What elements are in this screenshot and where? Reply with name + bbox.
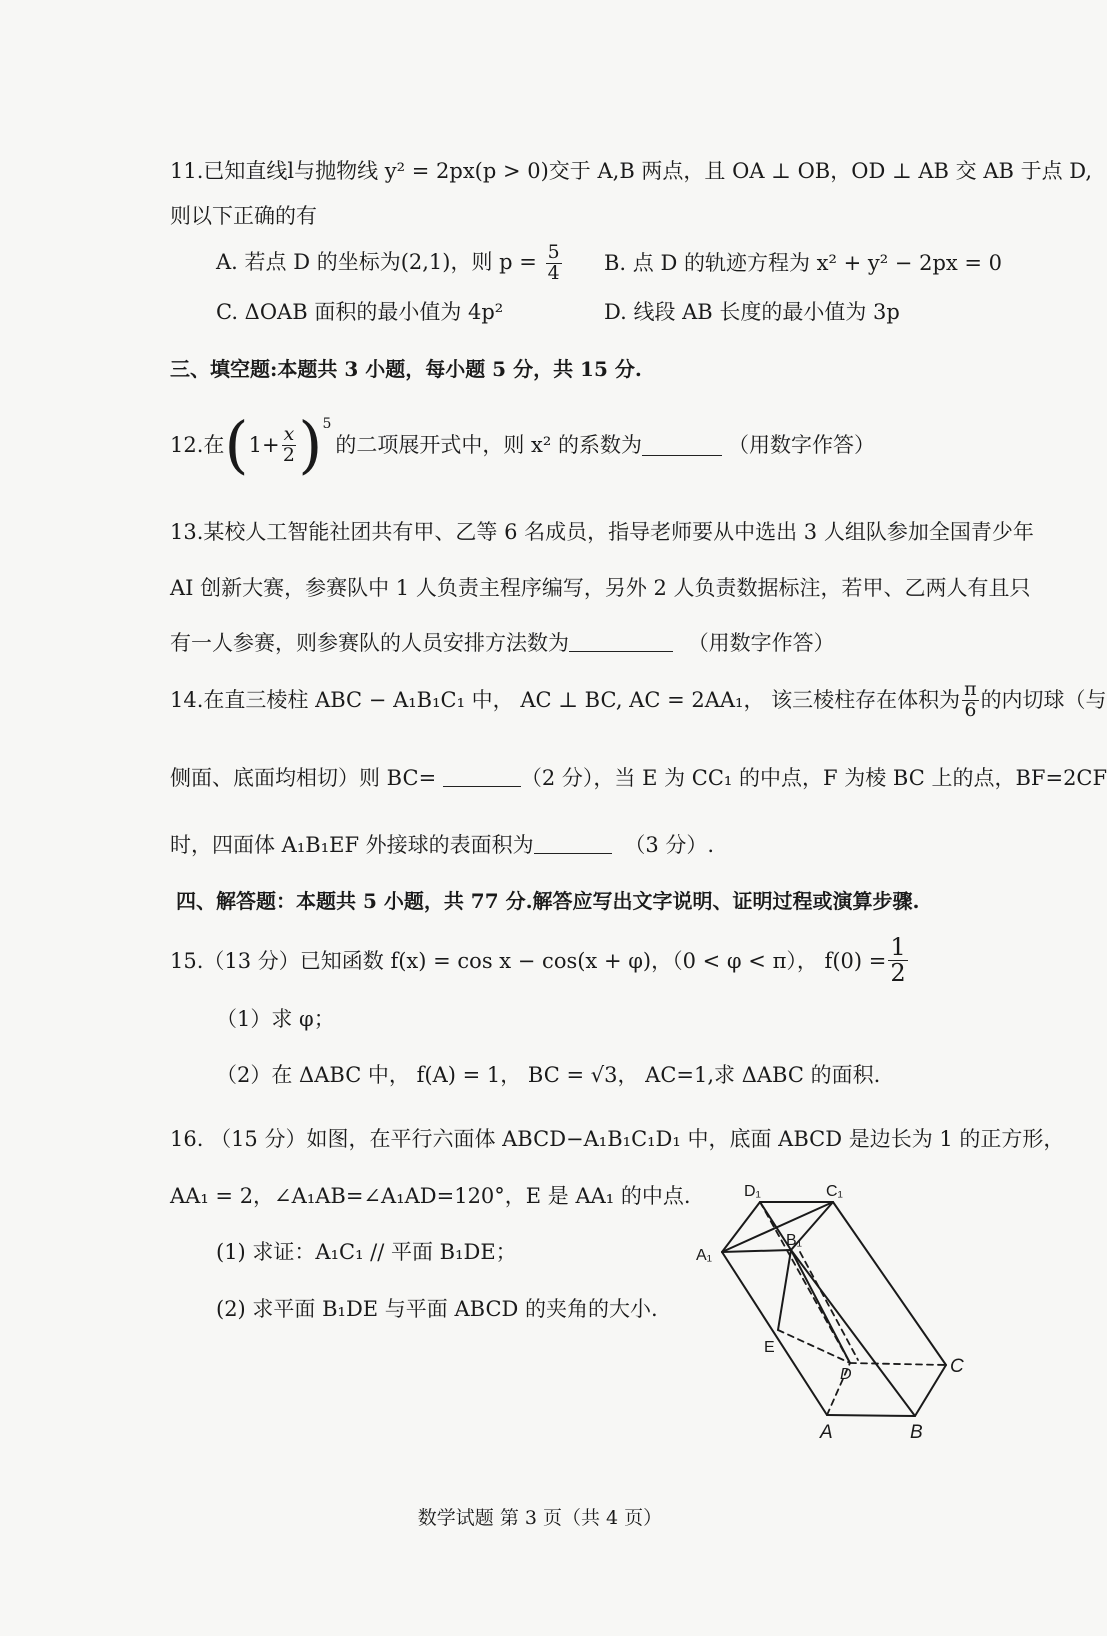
label-d: D	[840, 1366, 852, 1383]
fraction-denominator: 4	[547, 261, 560, 284]
q12-fraction	[282, 422, 297, 466]
q16-line2: AA₁ = 2，∠A₁AB=∠A₁AD=120°，E 是 AA₁ 的中点.	[170, 1184, 691, 1208]
fraction-denominator: 2	[282, 443, 295, 466]
fraction-numerator: 5	[547, 241, 560, 263]
label-c1: C₁	[826, 1183, 843, 1200]
q12-one-plus: 1+	[248, 432, 280, 457]
q13-line1: 13.某校人工智能社团共有甲、乙等 6 名成员，指导老师要从中选出 3 人组队参加全国青少年	[170, 520, 1034, 544]
parallelepiped-figure	[696, 1180, 1000, 1470]
fraction-numerator: π	[964, 678, 977, 700]
q11-option-d: D. 线段 AB 长度的最小值为 3p	[604, 300, 900, 324]
edge-a1-b1	[722, 1250, 791, 1252]
q11-stem-line2: 则以下正确的有	[170, 204, 317, 228]
label-b1: B₁	[786, 1232, 803, 1249]
q11-option-c: C. ΔOAB 面积的最小值为 4p²	[216, 300, 504, 324]
label-d1: D₁	[744, 1183, 761, 1200]
q15-part2: （2）在 ΔABC 中， f(A) = 1， BC = √3， AC=1,求 ΔABC 的面积.	[216, 1063, 881, 1087]
fraction-numerator: 1	[890, 933, 906, 961]
q12-tail: （用数字作答）	[727, 432, 875, 457]
fraction-numerator: x	[283, 422, 295, 445]
q12-prefix: 12.在	[170, 432, 225, 457]
edge-a-b	[827, 1415, 915, 1416]
q14-line3-tail: （3 分）.	[624, 833, 715, 857]
q13-answer-blank[interactable]	[569, 630, 673, 652]
q14-line1-tail: 的内切球（与	[980, 688, 1107, 713]
diagonal-a1-c1	[722, 1202, 833, 1252]
q14-line2-text: 侧面、底面均相切）则 BC=	[170, 766, 437, 790]
q16-part1: (1) 求证：A₁C₁ // 平面 B₁DE；	[216, 1240, 517, 1264]
q14-surface-area-blank[interactable]	[534, 832, 612, 854]
section-4-heading: 四、解答题：本题共 5 小题，共 77 分.解答应写出文字说明、证明过程或演算步骤.	[176, 889, 920, 913]
label-a1: A₁	[696, 1247, 713, 1264]
q14-fraction	[962, 680, 978, 721]
q14-line1	[170, 680, 1107, 721]
q14-bc-blank[interactable]	[443, 765, 521, 787]
q14-line2	[170, 765, 1107, 791]
q11-stem-line1: 11.已知直线l与抛物线 y² = 2px(p > 0)交于 A,B 两点，且 OA ⊥ OB，OD ⊥ AB 交 AB 于点 D,	[170, 159, 1093, 183]
q14-line1-text: 14.在直三棱柱 ABC − A₁B₁C₁ 中， AC ⊥ BC, AC = 2AA₁， 该三棱柱存在体积为	[170, 688, 961, 713]
q15-part1: （1）求 φ；	[216, 1007, 335, 1031]
page-footer: 数学试题 第 3 页（共 4 页）	[417, 1507, 663, 1529]
q13-line2: AI 创新大赛，参赛队中 1 人负责主程序编写，另外 2 人负责数据标注，若甲、乙两人有且只	[170, 576, 1031, 600]
edge-b-c	[915, 1365, 946, 1416]
q11-option-a-text: A. 若点 D 的坐标为(2,1)，则 p =	[216, 249, 544, 274]
q12-exponent: 5	[322, 416, 332, 432]
q12-line	[170, 408, 875, 481]
q14-line3	[170, 832, 714, 858]
q11-option-a	[216, 243, 564, 284]
q15-stem	[170, 935, 910, 987]
fraction-denominator: 2	[890, 959, 906, 988]
q13-line3	[170, 630, 835, 656]
hidden-edge-d-c	[850, 1363, 946, 1365]
segment-b1-e	[778, 1250, 791, 1330]
q11-option-a-fraction	[546, 243, 562, 284]
section-3-heading: 三、填空题:本题共 3 小题，每小题 5 分，共 15 分.	[170, 357, 642, 381]
label-e: E	[764, 1339, 775, 1356]
q15-stem-text: 15.（13 分）已知函数 f(x) = cos x − cos(x + φ)，（0 < φ < π）， f(0) =	[170, 948, 887, 973]
q13-line3-text: 有一人参赛，则参赛队的人员安排方法数为	[170, 631, 569, 655]
fraction-denominator: 6	[964, 698, 977, 721]
q14-line3-text: 时，四面体 A₁B₁EF 外接球的表面积为	[170, 833, 534, 857]
left-paren: (	[224, 408, 249, 481]
edge-b1-b	[791, 1250, 915, 1416]
label-b: B	[910, 1422, 923, 1443]
edge-c1-c	[833, 1202, 946, 1365]
q13-tail: （用数字作答）	[687, 631, 835, 655]
q11-option-b: B. 点 D 的轨迹方程为 x² + y² − 2px = 0	[604, 251, 1003, 275]
q15-fraction	[888, 935, 907, 987]
hidden-segment-e-d	[778, 1330, 850, 1363]
q16-line1: 16. （15 分）如图，在平行六面体 ABCD−A₁B₁C₁D₁ 中，底面 ABCD 是边长为 1 的正方形，	[170, 1127, 1065, 1151]
q12-answer-blank[interactable]	[642, 434, 722, 456]
label-a: A	[820, 1422, 833, 1443]
q16-part2: (2) 求平面 B₁DE 与平面 ABCD 的夹角的大小.	[216, 1297, 658, 1321]
q14-line2-tail: （2 分），当 E 为 CC₁ 的中点，F 为棱 BC 上的点，BF=2CF	[520, 766, 1107, 790]
right-paren: )	[298, 408, 323, 481]
q12-text: 的二项展开式中，则 x² 的系数为	[335, 432, 642, 457]
label-c: C	[950, 1356, 964, 1377]
